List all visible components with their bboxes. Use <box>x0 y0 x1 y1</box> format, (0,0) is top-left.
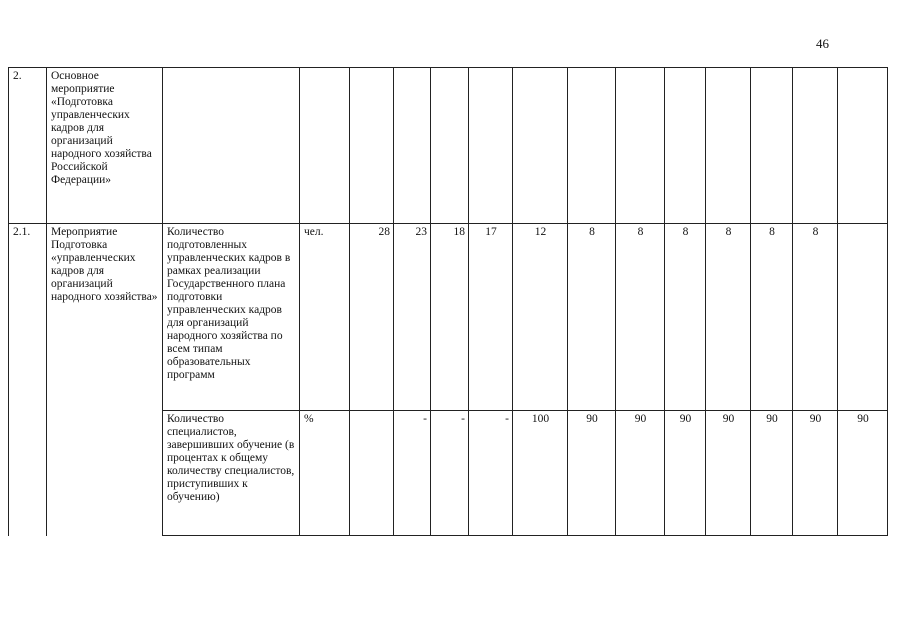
value-cell <box>350 411 394 536</box>
value-cell <box>706 68 751 224</box>
value-cell: 8 <box>568 224 616 411</box>
value-cell <box>751 68 793 224</box>
value-cell: 12 <box>513 224 568 411</box>
page-number: 46 <box>816 36 829 51</box>
value-cell: - <box>431 411 469 536</box>
value-cell: 8 <box>793 224 838 411</box>
unit-cell: чел. <box>300 224 350 411</box>
row-index: 2. <box>9 68 47 224</box>
value-cell <box>616 68 665 224</box>
table-row <box>9 224 888 411</box>
activity-name: Мероприятие Подготовка «управленческих кадров для организаций народного хозяйства» <box>47 224 163 536</box>
value-cell <box>513 68 568 224</box>
value-cell: 8 <box>616 224 665 411</box>
value-cell: - <box>469 411 513 536</box>
value-cell <box>793 68 838 224</box>
value-cell: 18 <box>431 224 469 411</box>
indicator-name: Количество специалистов, завершивших обучение (в процентах к общему количеству специалистов, приступивших к обучению) <box>163 411 300 536</box>
unit-cell <box>300 68 350 224</box>
value-cell: 23 <box>394 224 431 411</box>
indicator-name: Количество подготовленных управленческих кадров в рамках реализации Государственного плана подготовки управленческих кадров для организаций народного хозяйства по всем типам образовательных программ <box>163 224 300 411</box>
value-cell: 8 <box>751 224 793 411</box>
value-cell <box>568 68 616 224</box>
value-cell: 90 <box>568 411 616 536</box>
value-cell: 100 <box>513 411 568 536</box>
value-cell <box>838 224 888 411</box>
activity-name: Основное мероприятие «Подготовка управленческих кадров для организаций народного хозяйства Российской Федерации» <box>47 68 163 224</box>
value-cell <box>665 68 706 224</box>
value-cell: 90 <box>838 411 888 536</box>
value-cell: 90 <box>751 411 793 536</box>
value-cell: - <box>394 411 431 536</box>
value-cell: 90 <box>616 411 665 536</box>
value-cell: 90 <box>706 411 751 536</box>
value-cell: 8 <box>665 224 706 411</box>
row-index: 2.1. <box>9 224 47 536</box>
value-cell: 17 <box>469 224 513 411</box>
value-cell: 28 <box>350 224 394 411</box>
unit-cell: % <box>300 411 350 536</box>
value-cell <box>469 68 513 224</box>
value-cell: 8 <box>706 224 751 411</box>
value-cell: 90 <box>793 411 838 536</box>
indicator-name <box>163 68 300 224</box>
value-cell <box>394 68 431 224</box>
value-cell <box>350 68 394 224</box>
table-row <box>9 68 888 224</box>
value-cell: 90 <box>665 411 706 536</box>
value-cell <box>838 68 888 224</box>
indicators-table <box>8 67 888 536</box>
value-cell <box>431 68 469 224</box>
